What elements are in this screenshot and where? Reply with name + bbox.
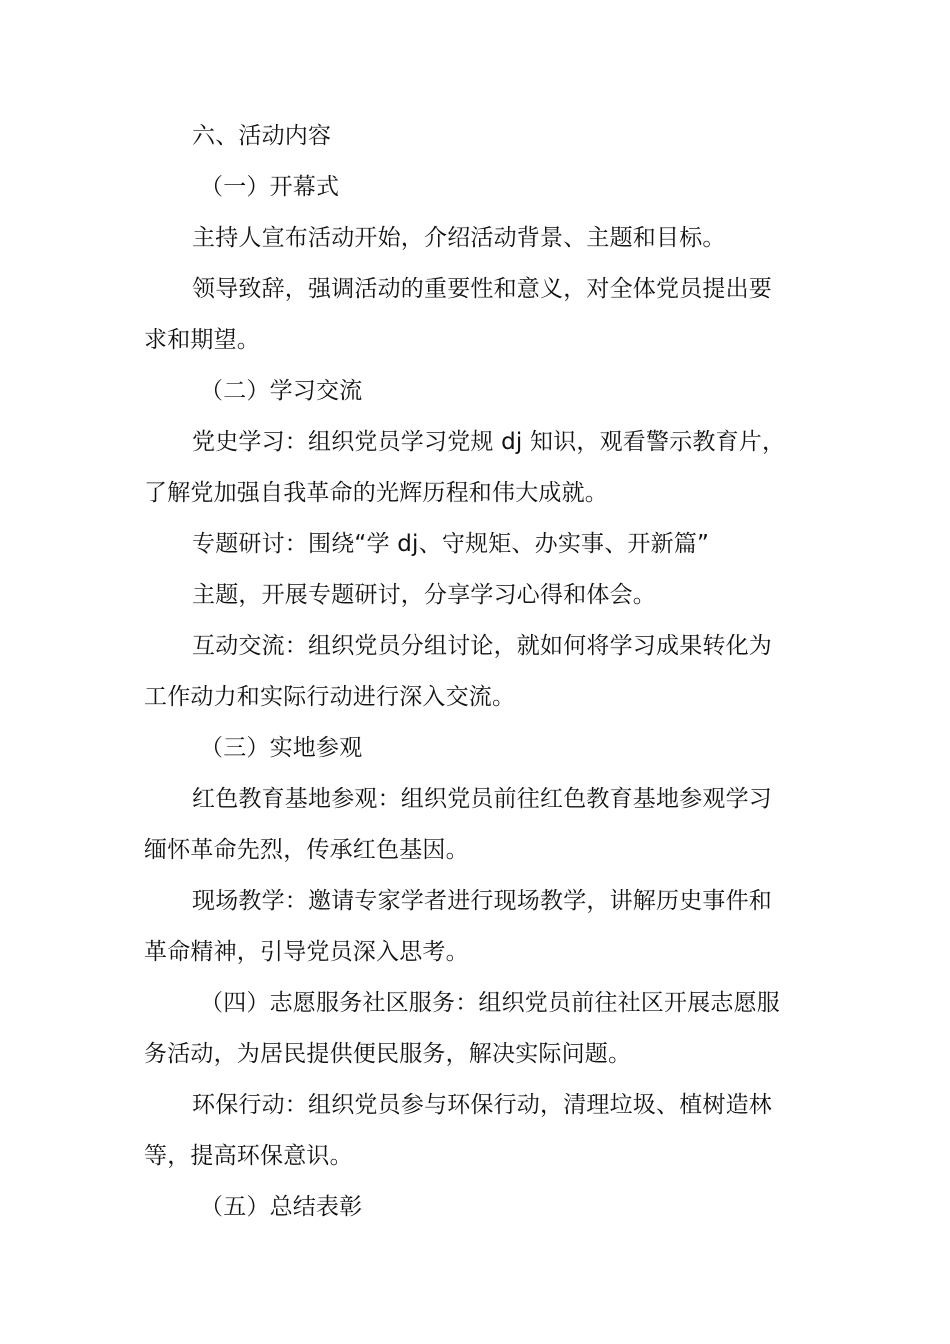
paragraph-line: 专题研讨：围绕“学 dj、守规矩、办实事、开新篇”: [192, 531, 710, 557]
paragraph-line: 缅怀革命先烈，传承红色基因。: [144, 837, 469, 863]
section-heading: 六、活动内容: [192, 123, 332, 149]
paragraph-line: 工作动力和实际行动进行深入交流。: [144, 684, 516, 710]
subsection-heading: （五）总结表彰: [200, 1194, 363, 1220]
paragraph-line: 领导致辞，强调活动的重要性和意义，对全体党员提出要: [192, 276, 772, 302]
paragraph-line: 红色教育基地参观：组织党员前往红色教育基地参观学习: [192, 786, 772, 812]
paragraph-line: 主题，开展专题研讨，分享学习心得和体会。: [192, 582, 656, 608]
subsection-heading: （一）开幕式: [200, 174, 340, 200]
paragraph-line: 主持人宣布活动开始，介绍活动背景、主题和目标。: [192, 225, 726, 251]
paragraph-line: 务活动，为居民提供便民服务，解决实际问题。: [144, 1041, 632, 1067]
paragraph-line: 互动交流：组织党员分组讨论，就如何将学习成果转化为: [192, 633, 772, 659]
subsection-heading: （二）学习交流: [200, 378, 363, 404]
paragraph-line: 环保行动：组织党员参与环保行动，清理垃圾、植树造林: [192, 1092, 772, 1118]
paragraph-line: 革命精神，引导党员深入思考。: [144, 939, 469, 965]
subsection-heading: （四）志愿服务社区服务：组织党员前往社区开展志愿服: [200, 990, 780, 1016]
paragraph-line: 现场教学：邀请专家学者进行现场教学，讲解历史事件和: [192, 888, 772, 914]
paragraph-line: 了解党加强自我革命的光辉历程和伟大成就。: [144, 480, 608, 506]
subsection-heading: （三）实地参观: [200, 735, 363, 761]
paragraph-line: 求和期望。: [144, 327, 260, 353]
paragraph-line: 党史学习：组织党员学习党规 dj 知识，观看警示教育片，: [192, 429, 786, 455]
paragraph-line: 等，提高环保意识。: [144, 1143, 353, 1169]
